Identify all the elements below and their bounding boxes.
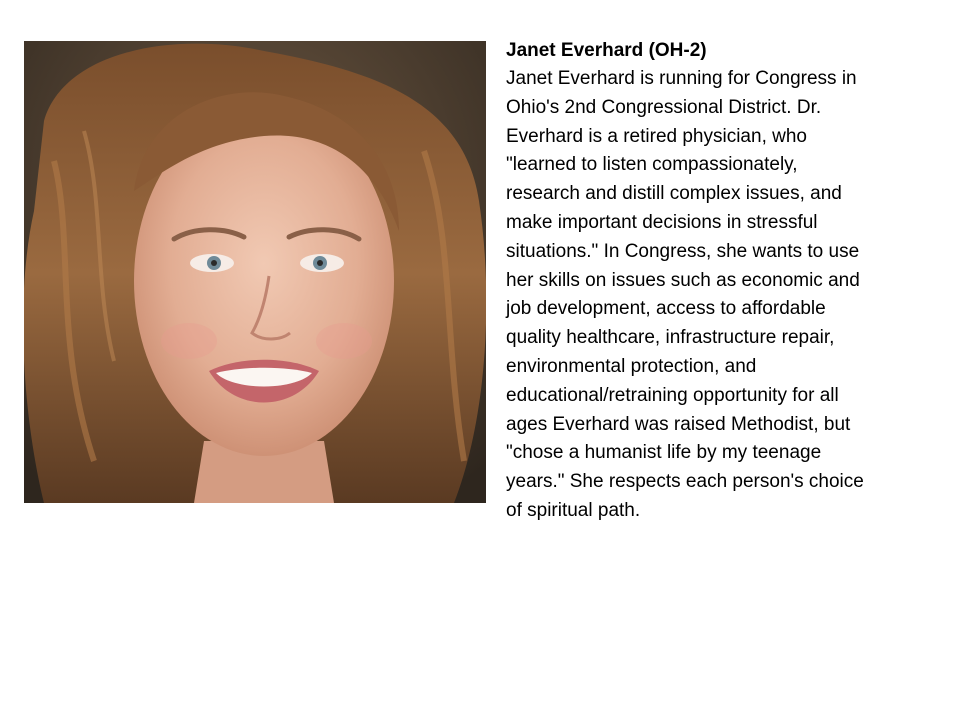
bio-line: quality healthcare, infrastructure repair, (506, 327, 835, 349)
bio-line: "learned to listen compassionately, (506, 154, 798, 176)
bio-line: of spiritual path. (506, 499, 641, 521)
candidate-info (506, 36, 926, 526)
bio-line: Ohio's 2nd Congressional District. Dr. (506, 96, 822, 118)
bio-line: job development, access to affordable (506, 298, 826, 320)
candidate-name-heading: Janet Everhard (OH-2) (506, 40, 707, 61)
bio-line: environmental protection, and (506, 355, 757, 377)
bio-line: make important decisions in stressful (506, 211, 818, 233)
candidate-portrait (24, 41, 486, 503)
bio-line: her skills on issues such as economic and (506, 269, 860, 291)
bio-line: educational/retraining opportunity for all (506, 384, 839, 406)
bio-line: ages Everhard was raised Methodist, but (506, 413, 851, 435)
bio-line: Everhard is a retired physician, who (506, 125, 807, 147)
bio-line: years." She respects each person's choice (506, 471, 864, 493)
bio-line: "chose a humanist life by my teenage (506, 442, 822, 464)
portrait-photo (24, 41, 486, 503)
bio-line: Janet Everhard is running for Congress in (506, 68, 857, 89)
bio-line: research and distill complex issues, and (506, 183, 842, 205)
bio-line: situations." In Congress, she wants to use (506, 240, 860, 262)
candidate-bio (506, 65, 926, 526)
